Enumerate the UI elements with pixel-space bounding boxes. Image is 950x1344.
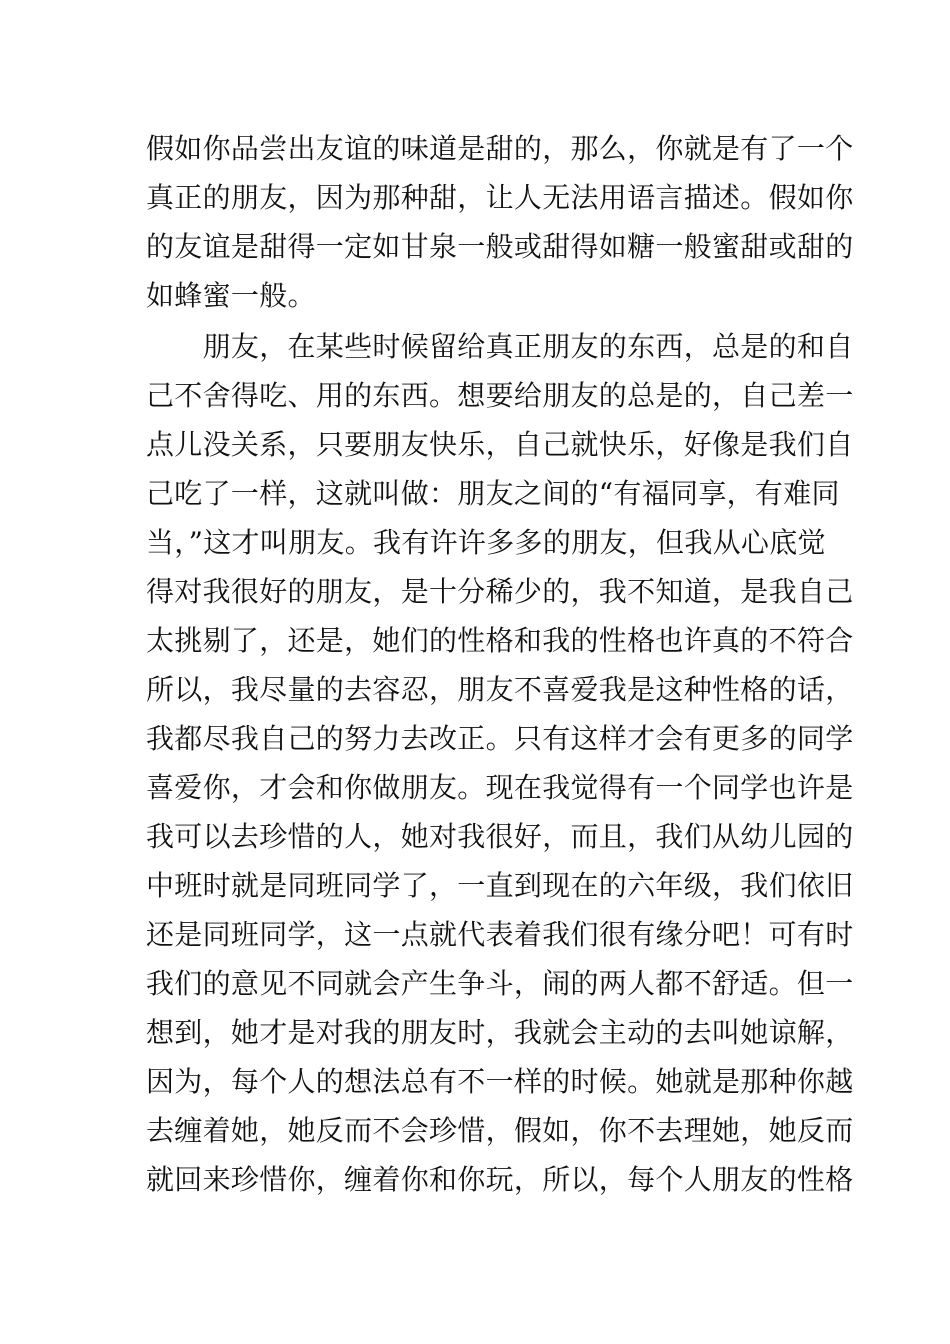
text-line: 己吃了一样，这就叫做：朋友之间的“有福同享，有难同	[146, 477, 840, 510]
text-line: 当，”这才叫朋友。我有许许多多的朋友，但我从心底觉	[146, 526, 826, 559]
text-line: 喜爱你，才会和你做朋友。现在我觉得有一个同学也许是	[146, 771, 854, 804]
paragraph-2	[146, 322, 854, 1204]
text-line: 朋友，在某些时候留给真正朋友的东西，总是的和自	[146, 330, 854, 363]
text-line: 假如你品尝出友谊的味道是甜的，那么，你就是有了一个	[146, 132, 854, 165]
paragraph-1	[146, 124, 854, 320]
text-line: 就回来珍惜你，缠着你和你玩，所以，每个人朋友的性格	[146, 1163, 854, 1196]
text-line: 想到，她才是对我的朋友时，我就会主动的去叫她谅解，	[146, 1016, 854, 1049]
text-line: 己不舍得吃、用的东西。想要给朋友的总是的，自己差一	[146, 379, 854, 412]
document-body	[146, 124, 854, 1204]
text-line: 因为，每个人的想法总有不一样的时候。她就是那种你越	[146, 1065, 854, 1098]
text-line: 如蜂蜜一般。	[146, 279, 316, 312]
text-line: 点儿没关系，只要朋友快乐，自己就快乐，好像是我们自	[146, 428, 854, 461]
text-line: 真正的朋友，因为那种甜，让人无法用语言描述。假如你	[146, 181, 854, 214]
text-line: 去缠着她，她反而不会珍惜，假如，你不去理她，她反而	[146, 1114, 854, 1147]
text-line: 所以，我尽量的去容忍，朋友不喜爱我是这种性格的话，	[146, 673, 854, 706]
text-line: 的友谊是甜得一定如甘泉一般或甜得如糖一般蜜甜或甜的	[146, 230, 854, 263]
text-line: 我可以去珍惜的人，她对我很好，而且，我们从幼儿园的	[146, 820, 854, 853]
text-line: 太挑剔了，还是，她们的性格和我的性格也许真的不符合	[146, 624, 854, 657]
text-line: 我们的意见不同就会产生争斗，闹的两人都不舒适。但一	[146, 967, 854, 1000]
text-line: 我都尽我自己的努力去改正。只有这样才会有更多的同学	[146, 722, 854, 755]
text-line: 得对我很好的朋友，是十分稀少的，我不知道，是我自己	[146, 575, 854, 608]
text-line: 还是同班同学，这一点就代表着我们很有缘分吧！可有时	[146, 918, 854, 951]
text-line: 中班时就是同班同学了，一直到现在的六年级，我们依旧	[146, 869, 854, 902]
